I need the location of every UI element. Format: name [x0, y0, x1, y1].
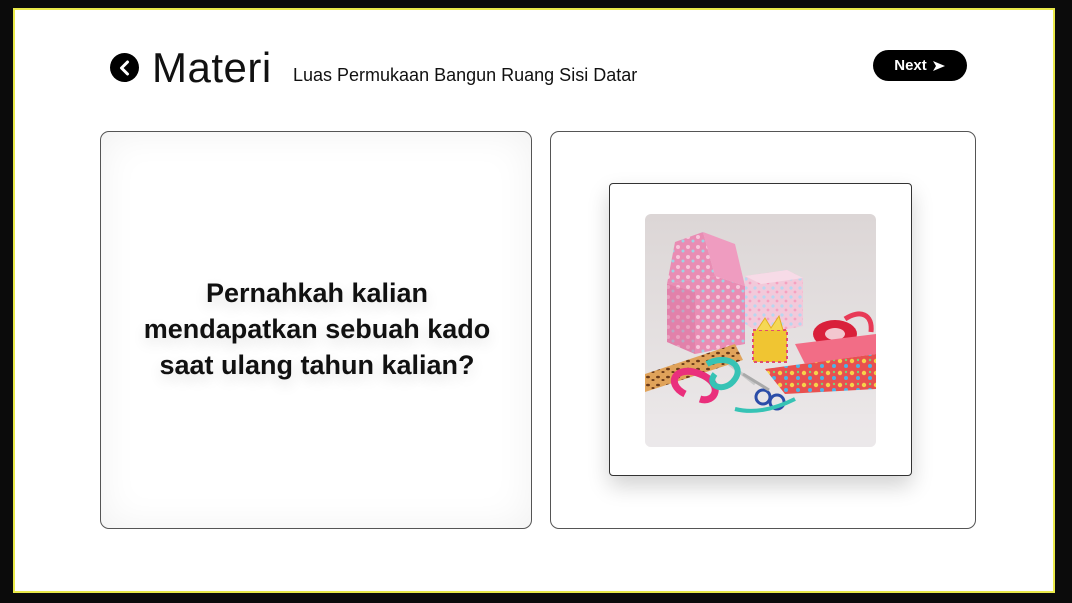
question-line-1: Pernahkah kalian — [205, 278, 429, 308]
question-line-2: mendapatkan sebuah kado — [143, 314, 491, 344]
question-text — [101, 275, 533, 383]
next-button[interactable] — [873, 50, 967, 81]
next-label: Next — [894, 57, 927, 74]
slide-stage — [13, 8, 1055, 593]
back-button[interactable] — [110, 53, 139, 82]
image-card — [550, 131, 976, 529]
page-subtitle: Luas Permukaan Bangun Ruang Sisi Datar — [293, 65, 638, 85]
photo-frame — [609, 183, 912, 476]
chevron-left-icon — [117, 60, 133, 76]
gift-photo — [645, 214, 876, 447]
arrow-right-icon — [932, 60, 946, 72]
question-line-3: saat ulang tahun kalian? — [159, 350, 475, 380]
gift-illustration — [645, 214, 876, 447]
question-card — [100, 131, 532, 529]
page-title: Materi — [152, 44, 272, 91]
